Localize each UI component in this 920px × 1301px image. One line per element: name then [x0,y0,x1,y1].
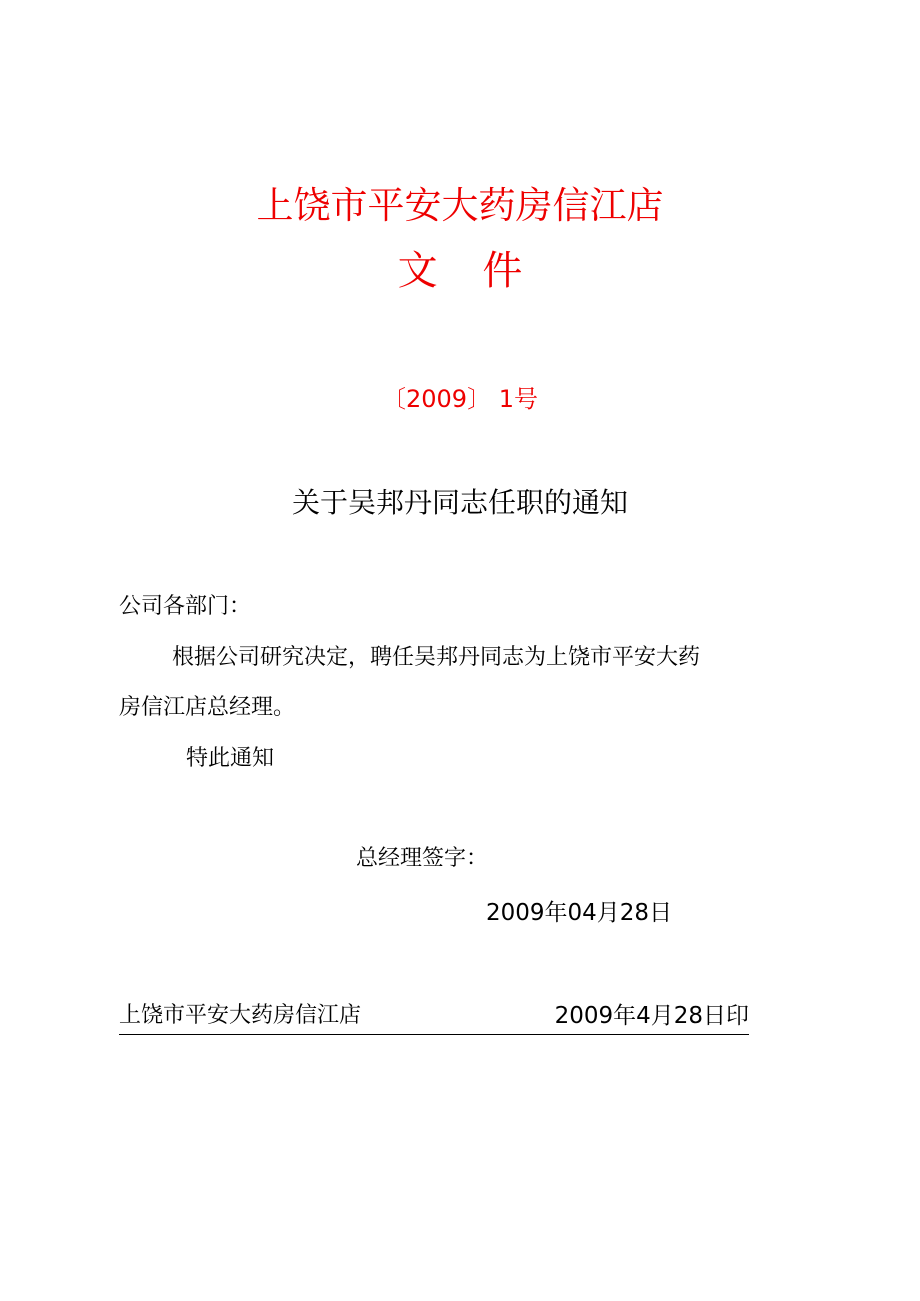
signature-date: 2009年04月28日 [486,900,673,926]
body-paragraph-line-2: 房信江店总经理。 [119,695,296,720]
document-header-type: 文 件 [397,248,539,294]
salutation: 公司各部门： [119,594,252,619]
document-number: 〔2009〕 1号 [382,385,538,413]
footer-organization: 上饶市平安大药房信江店 [119,1003,362,1028]
signature-label: 总经理签字： [356,846,489,871]
document-subject: 关于吴邦丹同志任职的通知 [291,486,628,519]
document-header-organization: 上饶市平安大药房信江店 [256,184,664,227]
closing-text: 特此通知 [186,746,275,771]
body-paragraph-line-1: 根据公司研究决定，聘任吴邦丹同志为上饶市平安大药 [172,645,701,670]
footer-seal-date: 2009年4月28日印 [554,1003,749,1029]
footer-line [119,1000,749,1035]
